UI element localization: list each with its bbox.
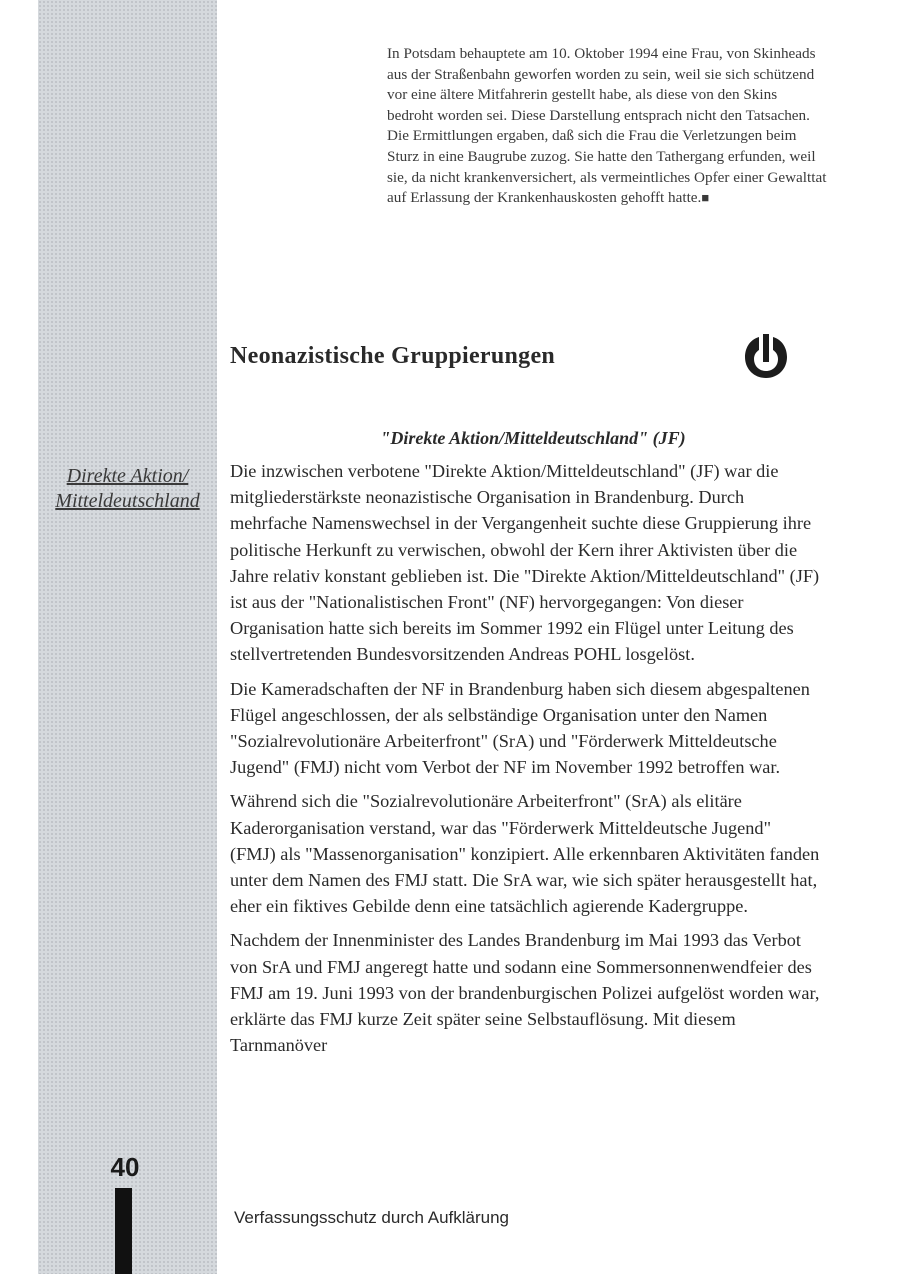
sidebar-label — [38, 464, 217, 514]
verfassungsschutz-logo-icon — [743, 332, 789, 380]
end-mark-icon: ■ — [701, 190, 710, 206]
sidebar-panel — [38, 0, 217, 1274]
paragraph: Die inzwischen verbotene "Direkte Aktion/Mitteldeutschland" (JF) war die mitgliederstärkste neonazistische Organisation in Brandenburg. Durch mehrfache Namenswechsel in der Vergangenheit suchte diese Gruppierung ihre politische Herkunft zu verwischen, obwohl der Kern ihrer Aktivisten über die Jahre relativ konstant geblieben ist. Die "Direkte Aktion/Mitteldeutschland" (JF) ist aus der "Nationalistischen Front" (NF) hervorgegangen: Von dieser Organisation hatte sich bereits im Sommer 1992 ein Flügel unter Leitung des stellvertretenden Bundesvorsitzenden Andreas POHL losgelöst. — [230, 461, 820, 665]
body-text — [230, 458, 820, 1066]
paragraph: Während sich die "Sozialrevolutionäre Arbeiterfront" (SrA) als elitäre Kaderorganisation verstand, war das "Förderwerk Mitteldeutsche Jugend" (FMJ) als "Massenorganisation" konzipiert. Alle erkennbaren Aktivitäten fanden unter dem Namen des FMJ statt. Die SrA war, wie sich später herausgestellt hat, eher ein fiktives Gebilde denn eine tatsächlich agierende Kadergruppe. — [230, 791, 820, 917]
paragraph: Die Kameradschaften der NF in Brandenburg haben sich diesem abgespaltenen Flügel angeschlossen, der als selbständige Organisation unter den Namen "Sozialrevolutionäre Arbeiterfront" (SrA) und "Förderwerk Mitteldeutsche Jugend" (FMJ) nicht vom Verbot der NF im November 1992 betroffen war. — [230, 678, 810, 778]
paragraph: Nachdem der Innenminister des Landes Brandenburg im Mai 1993 das Verbot von SrA und FMJ angeregt hatte und sodann eine Sommersonnenwendfeier des FMJ am 19. Juni 1993 von der brandenburgischen Polizei aufgelöst worden war, erklärte das FMJ kurze Zeit später seine Selbstauflösung. Mit diesem Tarnmanöver — [230, 930, 820, 1056]
footer-text: Verfassungsschutz durch Aufklärung — [234, 1208, 509, 1227]
intro-paragraph — [387, 44, 827, 209]
subheading: "Direkte Aktion/Mitteldeutschland" (JF) — [380, 428, 686, 448]
page-number: 40 — [110, 1152, 140, 1182]
sidebar-label-line2: Mitteldeutschland — [55, 490, 200, 512]
intro-text: In Potsdam behauptete am 10. Oktober 1994 eine Frau, von Skinheads aus der Straßenbahn geworfen worden zu sein, weil sie sich schützend vor eine ältere Mitfahrerin gestellt habe, als diese von den Skins bedroht worden sei. Diese Darstellung entsprach nicht den Tatsachen. Die Ermittlungen ergaben, daß sich die Frau die Verletzungen beim Sturz in eine Baugrube zuzog. Sie hatte den Tathergang erfunden, weil sie, da nicht krankenversichert, als vermeintliches Opfer einer Gewalttat auf Erlassung der Krankenhauskosten gehofft hatte. — [387, 45, 827, 207]
page-marker-bar — [115, 1188, 132, 1274]
sidebar-label-line1: Direkte Aktion/ — [66, 465, 189, 487]
section-title: Neonazistische Gruppierungen — [230, 343, 556, 369]
